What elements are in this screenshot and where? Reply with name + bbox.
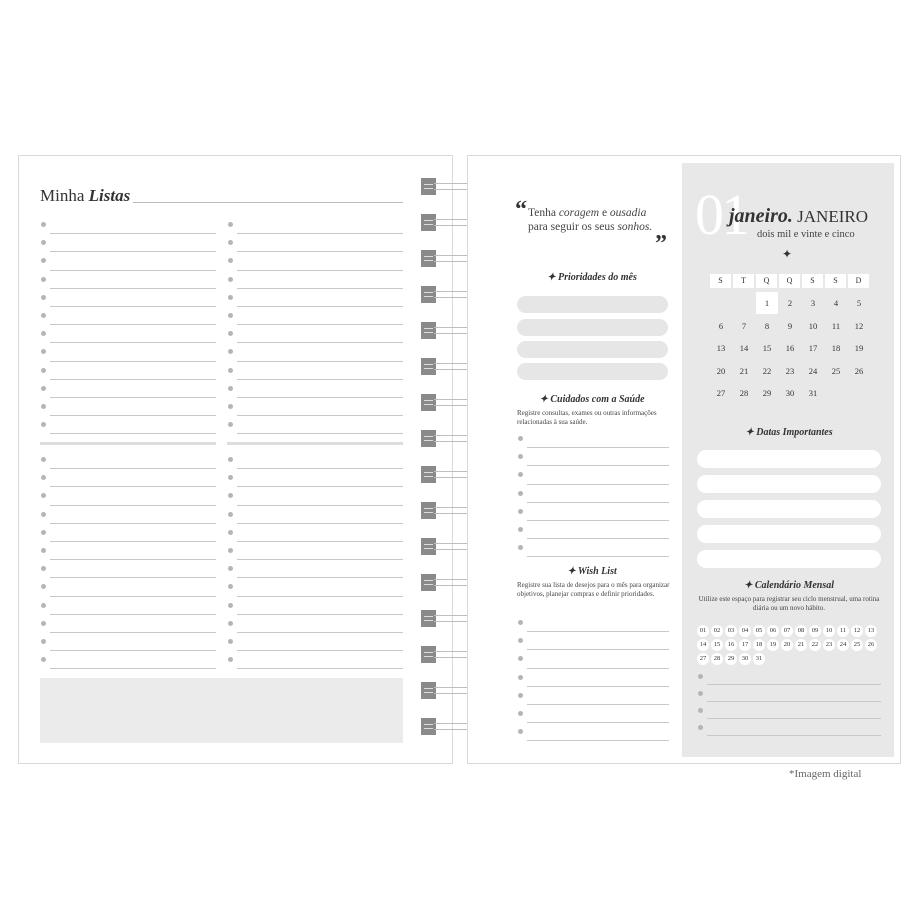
- list-row[interactable]: [40, 651, 216, 669]
- ring-hole: [421, 250, 436, 267]
- tracker-day[interactable]: 25: [851, 639, 863, 651]
- bullet-icon: [41, 331, 46, 336]
- tracker-day[interactable]: 27: [697, 653, 709, 665]
- important-date-field[interactable]: [697, 475, 881, 493]
- health-lines: [517, 430, 669, 557]
- bullet-icon: [228, 313, 233, 318]
- list-row[interactable]: [517, 687, 669, 705]
- list-row[interactable]: [40, 362, 216, 380]
- tracker-day[interactable]: 01: [697, 625, 709, 637]
- bullet-icon: [41, 493, 46, 498]
- bullet-icon: [698, 725, 703, 730]
- list-row[interactable]: [227, 524, 403, 542]
- calendar-day: 22: [762, 365, 772, 376]
- bullet-icon: [228, 331, 233, 336]
- bullet-icon: [41, 603, 46, 608]
- list-row[interactable]: [697, 719, 881, 736]
- tracker-day[interactable]: 18: [753, 639, 765, 651]
- bullet-icon: [228, 639, 233, 644]
- list-row[interactable]: [227, 289, 403, 307]
- list-row[interactable]: [517, 669, 669, 687]
- tracker-day[interactable]: 30: [739, 653, 751, 665]
- list-row[interactable]: [517, 705, 669, 723]
- bullet-icon: [228, 530, 233, 535]
- bullet-icon: [228, 493, 233, 498]
- important-date-field[interactable]: [697, 500, 881, 518]
- list-row[interactable]: [697, 668, 881, 685]
- calendar-day: 24: [808, 365, 818, 376]
- list-row[interactable]: [40, 325, 216, 343]
- wish-list-description: Registre sua lista de desejos para o mês para organizar objetivos, planejar compras e definir prioridades.: [517, 581, 670, 598]
- list-row[interactable]: [227, 325, 403, 343]
- list-column-top-right: [227, 216, 403, 434]
- write-line: [237, 433, 403, 434]
- list-row[interactable]: [227, 542, 403, 560]
- monthly-calendar-description: Utilize este espaço para registrar seu ciclo menstrual, uma rotina diária ou um novo hábito.: [698, 595, 880, 612]
- quote-word-courage: coragem: [558, 207, 600, 219]
- list-row[interactable]: [40, 289, 216, 307]
- bullet-icon: [41, 457, 46, 462]
- bullet-icon: [228, 258, 233, 263]
- page-title: [40, 186, 130, 206]
- priority-field[interactable]: [517, 341, 668, 358]
- list-row[interactable]: [40, 307, 216, 325]
- important-date-field[interactable]: [697, 525, 881, 543]
- ring-hole: [421, 286, 436, 303]
- ring-hole: [421, 358, 436, 375]
- open-quote-icon: “: [515, 197, 527, 223]
- calendar-day: 11: [831, 320, 841, 331]
- bullet-icon: [228, 548, 233, 553]
- bullet-icon: [518, 693, 523, 698]
- bullet-icon: [518, 675, 523, 680]
- bullet-icon: [518, 638, 523, 643]
- calendar-day: 19: [854, 343, 864, 353]
- tracker-day[interactable]: 22: [809, 639, 821, 651]
- bullet-icon: [518, 620, 523, 625]
- list-row[interactable]: [517, 723, 669, 741]
- right-page: [467, 155, 901, 764]
- list-row[interactable]: [40, 271, 216, 289]
- calendar-day: 27: [716, 388, 726, 398]
- month-caps: JANEIRO: [797, 207, 868, 226]
- bullet-icon: [518, 656, 523, 661]
- ring-hole: [421, 502, 436, 519]
- tracker-day[interactable]: 23: [823, 639, 835, 651]
- bullet-icon: [518, 527, 523, 532]
- list-row[interactable]: [227, 651, 403, 669]
- list-row[interactable]: [517, 466, 669, 484]
- priorities-title: ✦ Prioridades do mês: [547, 272, 637, 283]
- bullet-icon: [228, 566, 233, 571]
- tracker-day[interactable]: 21: [795, 639, 807, 651]
- bullet-icon: [698, 674, 703, 679]
- list-row[interactable]: [40, 578, 216, 596]
- ring-hole: [421, 718, 436, 735]
- bullet-icon: [228, 621, 233, 626]
- bullet-icon: [228, 349, 233, 354]
- sparkle-icon: ✦: [782, 247, 793, 261]
- tracker-day[interactable]: 03: [725, 625, 737, 637]
- list-row[interactable]: [227, 487, 403, 505]
- year-text: dois mil e vinte e cinco: [757, 229, 855, 240]
- list-row[interactable]: [227, 416, 403, 434]
- title-rule: [133, 202, 403, 203]
- list-row[interactable]: [40, 542, 216, 560]
- title-plain: Minha: [40, 186, 89, 205]
- tracker-day[interactable]: 09: [809, 625, 821, 637]
- tracker-day[interactable]: 02: [711, 625, 723, 637]
- tracker-day[interactable]: 20: [781, 639, 793, 651]
- priority-field[interactable]: [517, 319, 668, 336]
- calendar-day: 10: [808, 320, 818, 331]
- list-row[interactable]: [40, 506, 216, 524]
- bullet-icon: [518, 472, 523, 477]
- list-row[interactable]: [227, 451, 403, 469]
- calendar-day: 14: [739, 343, 749, 353]
- list-row[interactable]: [227, 271, 403, 289]
- list-column-top-left: [40, 216, 216, 434]
- weekday-label: S: [802, 274, 823, 288]
- calendar-day: 2: [787, 298, 793, 308]
- list-column-bottom-left: [40, 451, 216, 669]
- monthly-calendar-title: ✦ Calendário Mensal: [743, 580, 835, 591]
- wish-list-lines: [517, 614, 669, 741]
- habit-lines: [697, 668, 881, 736]
- bullet-icon: [518, 454, 523, 459]
- priority-field[interactable]: [517, 363, 668, 380]
- calendar-day: 28: [739, 388, 749, 398]
- important-date-field[interactable]: [697, 550, 881, 568]
- priority-field[interactable]: [517, 296, 668, 313]
- bullet-icon: [698, 691, 703, 696]
- left-page: [18, 155, 453, 764]
- list-row[interactable]: [227, 234, 403, 252]
- bullet-icon: [41, 404, 46, 409]
- bullet-icon: [228, 422, 233, 427]
- calendar-day: 23: [785, 365, 795, 376]
- quote-word: Tenha: [528, 207, 559, 219]
- list-row[interactable]: [227, 469, 403, 487]
- bullet-icon: [41, 313, 46, 318]
- health-title: ✦ Cuidados com a Saúde: [539, 394, 645, 405]
- bullet-icon: [41, 475, 46, 480]
- bullet-icon: [228, 512, 233, 517]
- write-line: [50, 668, 216, 669]
- bullet-icon: [41, 295, 46, 300]
- list-row[interactable]: [517, 430, 669, 448]
- tracker-day[interactable]: 19: [767, 639, 779, 651]
- list-row[interactable]: [517, 448, 669, 466]
- calendar-day: 17: [808, 343, 818, 353]
- ring-hole: [421, 214, 436, 231]
- tracker-day[interactable]: 15: [711, 639, 723, 651]
- list-row[interactable]: [40, 252, 216, 270]
- list-row[interactable]: [517, 539, 669, 557]
- calendar-day: 29: [762, 388, 772, 398]
- calendar-day: 20: [716, 365, 726, 376]
- list-row[interactable]: [40, 560, 216, 578]
- list-row[interactable]: [227, 307, 403, 325]
- list-row[interactable]: [40, 451, 216, 469]
- tracker-day[interactable]: 28: [711, 653, 723, 665]
- tracker-day[interactable]: 10: [823, 625, 835, 637]
- calendar-day: 9: [787, 320, 793, 331]
- tracker-day[interactable]: 08: [795, 625, 807, 637]
- tracker-day[interactable]: 12: [851, 625, 863, 637]
- bullet-icon: [41, 512, 46, 517]
- list-row[interactable]: [40, 487, 216, 505]
- list-row[interactable]: [517, 632, 669, 650]
- weekday-label: Q: [756, 274, 777, 288]
- list-column-bottom-right: [227, 451, 403, 669]
- list-row[interactable]: [40, 597, 216, 615]
- calendar-day: 5: [856, 298, 862, 308]
- list-row[interactable]: [227, 506, 403, 524]
- bullet-icon: [518, 491, 523, 496]
- calendar-day: 6: [718, 320, 724, 331]
- ring-hole: [421, 682, 436, 699]
- ring-hole: [421, 178, 436, 195]
- quote-word-dreams: sonhos.: [617, 221, 653, 233]
- bullet-icon: [228, 603, 233, 608]
- write-line: [237, 668, 403, 669]
- weekday-label: D: [848, 274, 869, 288]
- list-row[interactable]: [227, 597, 403, 615]
- important-date-field[interactable]: [697, 450, 881, 468]
- tracker-day[interactable]: 14: [697, 639, 709, 651]
- weekday-label: S: [710, 274, 731, 288]
- bullet-icon: [228, 457, 233, 462]
- calendar-day: 18: [831, 343, 841, 353]
- bullet-icon: [41, 277, 46, 282]
- list-row[interactable]: [227, 252, 403, 270]
- weekday-label: Q: [779, 274, 800, 288]
- quote-word-daring: ousadia: [609, 207, 647, 219]
- write-line: [527, 740, 669, 741]
- bullet-icon: [41, 258, 46, 263]
- bullet-icon: [228, 475, 233, 480]
- title-italic: Listas: [88, 186, 131, 205]
- month-name: [729, 205, 868, 228]
- bullet-icon: [518, 509, 523, 514]
- ring-hole: [421, 610, 436, 627]
- list-row[interactable]: [227, 578, 403, 596]
- bullet-icon: [41, 349, 46, 354]
- bullet-icon: [698, 708, 703, 713]
- bullet-icon: [41, 240, 46, 245]
- list-row[interactable]: [40, 343, 216, 361]
- tracker-day[interactable]: 04: [739, 625, 751, 637]
- list-row[interactable]: [40, 524, 216, 542]
- bullet-icon: [518, 711, 523, 716]
- bullet-icon: [228, 277, 233, 282]
- tracker-day[interactable]: 31: [753, 653, 765, 665]
- health-description: Registre consultas, exames ou outras informações relacionadas à sua saúde.: [517, 409, 657, 426]
- calendar-day: 13: [716, 343, 726, 353]
- list-row[interactable]: [40, 633, 216, 651]
- list-divider-right: [227, 442, 403, 445]
- bullet-icon: [228, 368, 233, 373]
- bullet-icon: [41, 368, 46, 373]
- tracker-day[interactable]: 26: [865, 639, 877, 651]
- bullet-icon: [518, 436, 523, 441]
- bullet-icon: [228, 295, 233, 300]
- list-row[interactable]: [227, 362, 403, 380]
- list-row[interactable]: [227, 560, 403, 578]
- list-row[interactable]: [40, 216, 216, 234]
- bullet-icon: [41, 657, 46, 662]
- calendar-day: 4: [833, 298, 839, 308]
- bullet-icon: [41, 639, 46, 644]
- list-row[interactable]: [227, 380, 403, 398]
- list-row[interactable]: [517, 614, 669, 632]
- quote-word: para seguir os seus: [528, 221, 618, 233]
- bullet-icon: [41, 584, 46, 589]
- list-row[interactable]: [40, 469, 216, 487]
- calendar-day: 7: [741, 320, 747, 331]
- bullet-icon: [41, 548, 46, 553]
- image-caption: *Imagem digital: [789, 768, 862, 780]
- ring-hole: [421, 538, 436, 555]
- bullet-icon: [228, 584, 233, 589]
- bullet-icon: [41, 422, 46, 427]
- close-quote-icon: ”: [655, 231, 667, 257]
- bullet-icon: [228, 240, 233, 245]
- quote-text: [528, 206, 652, 234]
- wish-list-title: ✦ Wish List: [567, 566, 617, 577]
- calendar-day-today: 1: [756, 292, 778, 314]
- bullet-icon: [228, 386, 233, 391]
- bullet-icon: [228, 657, 233, 662]
- write-line: [527, 556, 669, 557]
- tracker-day[interactable]: 16: [725, 639, 737, 651]
- list-row[interactable]: [40, 234, 216, 252]
- list-row[interactable]: [697, 685, 881, 702]
- list-divider-left: [40, 442, 216, 445]
- calendar-day: 25: [831, 365, 841, 376]
- tracker-day[interactable]: 24: [837, 639, 849, 651]
- bullet-icon: [41, 386, 46, 391]
- tracker-day[interactable]: 07: [781, 625, 793, 637]
- write-line: [50, 433, 216, 434]
- tracker-day[interactable]: 17: [739, 639, 751, 651]
- weekday-label: T: [733, 274, 754, 288]
- ring-hole: [421, 430, 436, 447]
- list-row[interactable]: [517, 503, 669, 521]
- bullet-icon: [228, 404, 233, 409]
- weekday-label: S: [825, 274, 846, 288]
- important-dates-title: ✦ Datas Importantes: [745, 427, 833, 438]
- ring-hole: [421, 322, 436, 339]
- calendar-day: 21: [739, 365, 749, 376]
- list-row[interactable]: [517, 521, 669, 539]
- bullet-icon: [518, 729, 523, 734]
- list-row[interactable]: [40, 416, 216, 434]
- list-row[interactable]: [227, 343, 403, 361]
- tracker-day[interactable]: 11: [837, 625, 849, 637]
- list-row[interactable]: [227, 633, 403, 651]
- tracker-day[interactable]: 13: [865, 625, 877, 637]
- list-row[interactable]: [697, 702, 881, 719]
- list-row[interactable]: [517, 650, 669, 668]
- list-row[interactable]: [227, 615, 403, 633]
- calendar-day: 8: [764, 320, 770, 331]
- list-row[interactable]: [40, 398, 216, 416]
- calendar-day: 3: [810, 298, 816, 308]
- calendar-day: 12: [854, 320, 864, 331]
- list-row[interactable]: [40, 380, 216, 398]
- calendar-day: 31: [808, 388, 818, 398]
- bullet-icon: [41, 566, 46, 571]
- tracker-day[interactable]: 29: [725, 653, 737, 665]
- list-row[interactable]: [227, 398, 403, 416]
- calendar-day: 16: [785, 343, 795, 353]
- bullet-icon: [41, 530, 46, 535]
- calendar-day: 26: [854, 365, 864, 376]
- month-number: 01: [695, 182, 747, 247]
- bullet-icon: [228, 222, 233, 227]
- tracker-day[interactable]: 06: [767, 625, 779, 637]
- bullet-icon: [41, 222, 46, 227]
- bullet-icon: [41, 621, 46, 626]
- month-sheet: [682, 163, 894, 757]
- ring-hole: [421, 394, 436, 411]
- ring-hole: [421, 466, 436, 483]
- calendar-day: 15: [762, 343, 772, 353]
- list-row[interactable]: [517, 485, 669, 503]
- notes-box: [40, 678, 403, 743]
- tracker-day[interactable]: 05: [753, 625, 765, 637]
- quote-word: e: [599, 207, 610, 219]
- ring-hole: [421, 574, 436, 591]
- bullet-icon: [518, 545, 523, 550]
- calendar-day: 30: [785, 388, 795, 398]
- ring-hole: [421, 646, 436, 663]
- write-line: [707, 735, 881, 736]
- month-italic: janeiro.: [729, 205, 793, 227]
- list-row[interactable]: [40, 615, 216, 633]
- list-row[interactable]: [227, 216, 403, 234]
